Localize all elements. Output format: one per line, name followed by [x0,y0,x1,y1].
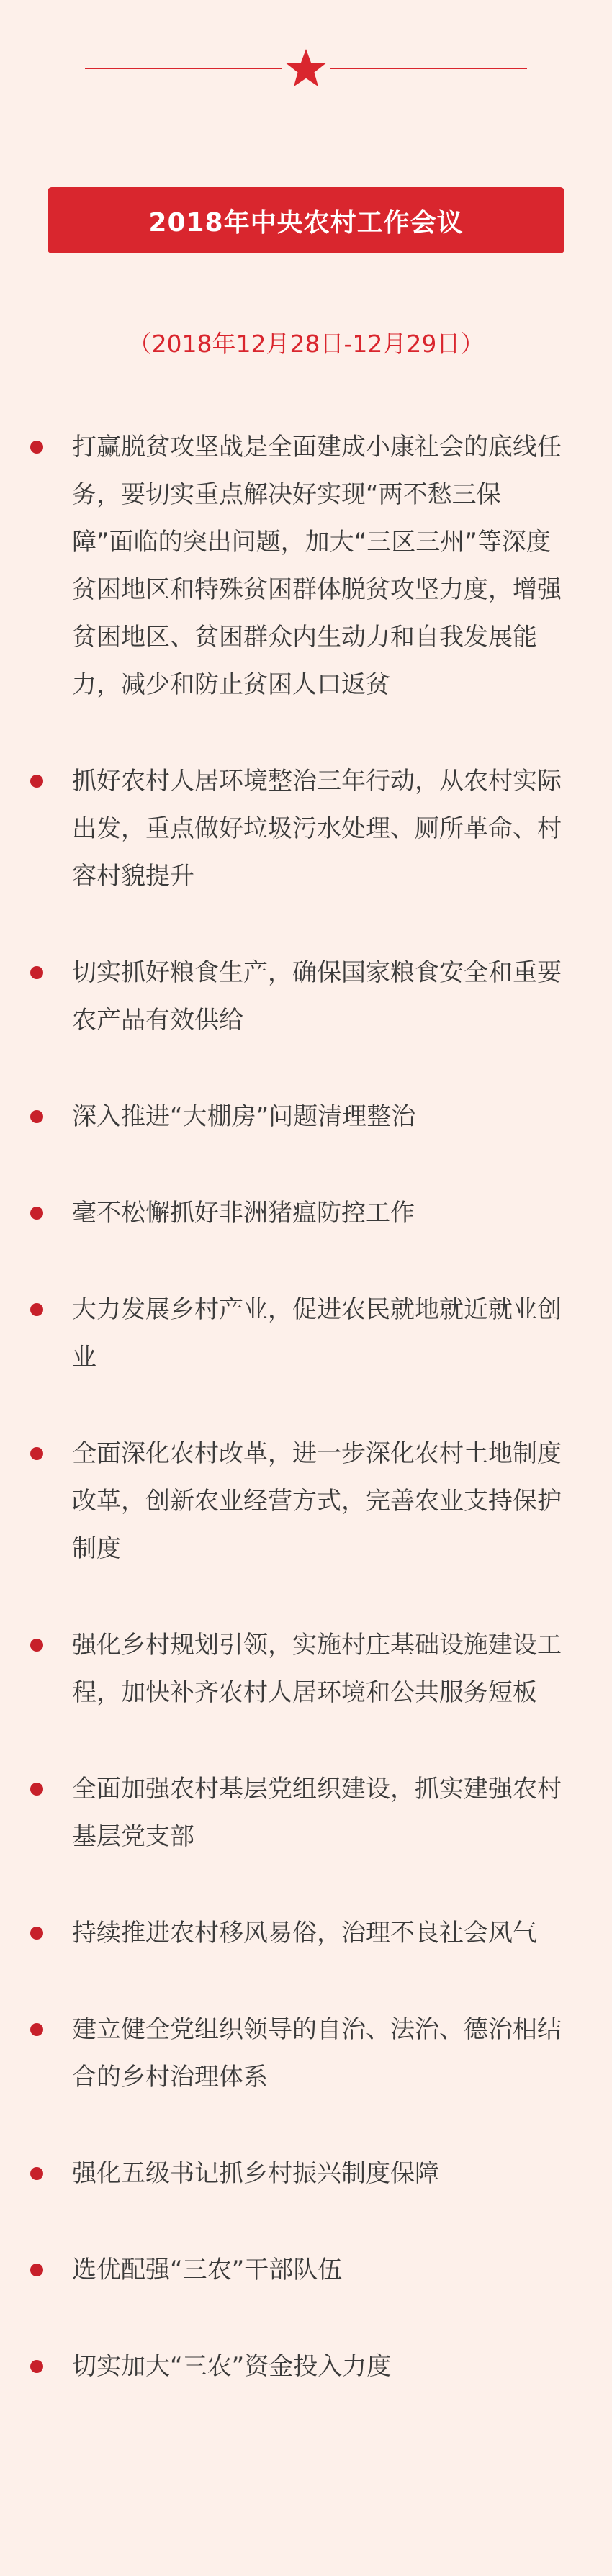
bullet-dot-icon [30,1639,43,1652]
list-item-text: 强化五级书记抓乡村振兴制度保障 [72,2159,439,2188]
bullet-dot-icon [30,1110,43,1123]
divider-line-left [85,68,282,69]
list-item [0,949,612,1044]
list-item-text: 全面加强农村基层党组织建设，抓实建强农村基层党支部 [72,1775,562,1851]
bullet-dot-icon [30,2167,43,2180]
header-divider [85,68,527,69]
list-item-text: 建立健全党组织领导的自治、法治、德治相结合的乡村治理体系 [72,2015,562,2091]
list-item [0,757,612,900]
list-item-text: 打赢脱贫攻坚战是全面建成小康社会的底线任务，要切实重点解决好实现“两不愁三保障”面临的突出问题，加大“三区三州”等深度贫困地区和特殊贫困群体脱贫攻坚力度，增强贫困地区、贫困群众内生动力和自我发展能力，减少和防止贫困人口返贫 [72,433,562,699]
divider-line-right [330,68,527,69]
list-item [0,2246,612,2294]
list-item-text: 全面深化农村改革，进一步深化农村土地制度改革，创新农业经营方式，完善农业支持保护制度 [72,1439,562,1563]
list-item [0,2343,612,2390]
bullet-dot-icon [30,1783,43,1796]
list-item [0,1765,612,1860]
bullet-dot-icon [30,1447,43,1460]
title-banner [48,187,564,253]
star-icon [284,48,328,89]
list-item [0,2150,612,2197]
list-item [0,1430,612,1572]
list-item [0,2006,612,2101]
page-title: 2018年中央农村工作会议 [148,207,464,238]
list-item-text: 大力发展乡村产业，促进农民就地就近就业创业 [72,1295,562,1372]
list-item-text: 切实抓好粮食生产，确保国家粮食安全和重要农产品有效供给 [72,958,562,1035]
list-item [0,1909,612,1957]
date-subtitle: （2018年12月28日-12月29日） [127,330,485,358]
list-item-text: 切实加大“三农”资金投入力度 [72,2352,392,2381]
list-item [0,1093,612,1140]
list-item-text: 持续推进农村移风易俗，治理不良社会风气 [72,1919,537,1947]
bullet-dot-icon [30,2360,43,2373]
list-item [0,1286,612,1381]
task-list [0,423,612,2439]
bullet-dot-icon [30,775,43,788]
bullet-dot-icon [30,2023,43,2036]
list-item-text: 毫不松懈抓好非洲猪瘟防控工作 [72,1199,415,1228]
bullet-dot-icon [30,2264,43,2276]
list-item-text: 抓好农村人居环境整治三年行动，从农村实际出发，重点做好垃圾污水处理、厕所革命、村容村貌提升 [72,767,562,891]
list-item [0,1621,612,1716]
bullet-dot-icon [30,966,43,979]
list-item [0,423,612,708]
list-item-text: 选优配强“三农”干部队伍 [72,2256,343,2284]
bullet-dot-icon [30,1303,43,1316]
list-item-text: 强化乡村规划引领，实施村庄基础设施建设工程，加快补齐农村人居环境和公共服务短板 [72,1631,562,1707]
list-item [0,1189,612,1237]
bullet-dot-icon [30,1927,43,1940]
list-item-text: 深入推进“大棚房”问题清理整治 [72,1102,416,1131]
bullet-dot-icon [30,441,43,454]
bullet-dot-icon [30,1207,43,1220]
